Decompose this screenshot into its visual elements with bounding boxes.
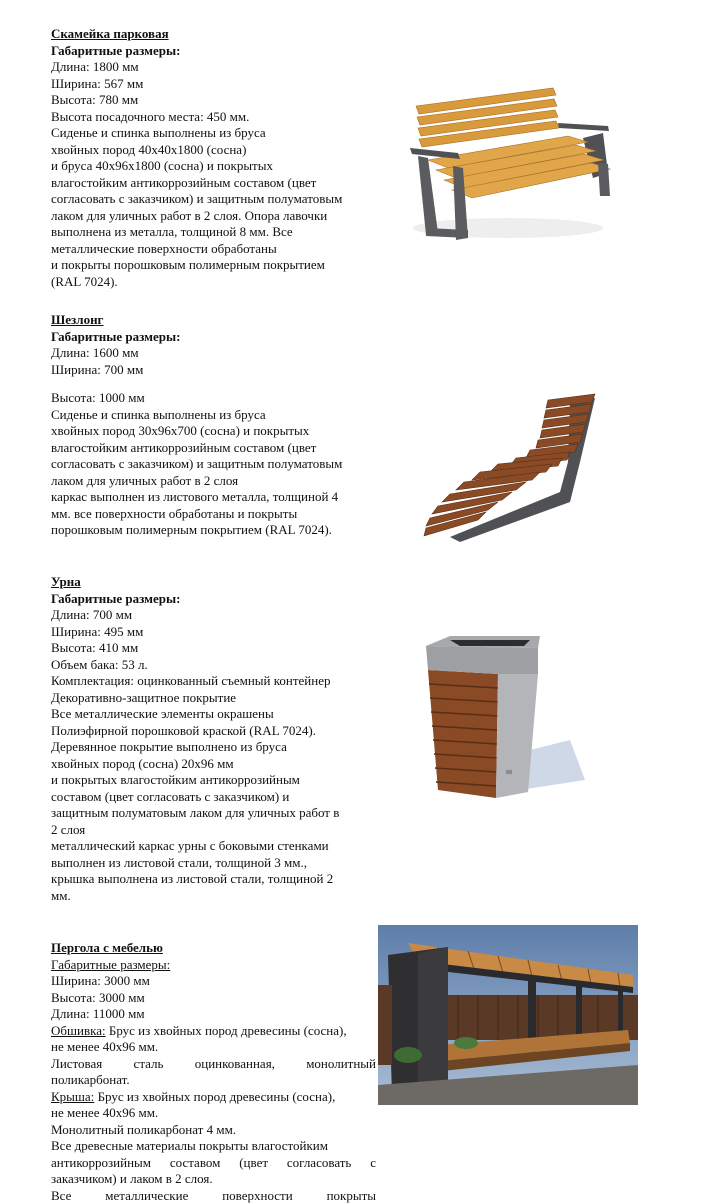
lounger-line: Ширина: 700 мм <box>51 362 342 379</box>
pergola-dim: Высота: 3000 мм <box>51 990 376 1007</box>
urn-dims-header: Габаритные размеры: <box>51 591 339 608</box>
bench-line: выполнена из металла, толщиной 8 мм. Все <box>51 224 342 241</box>
pergola-line: не менее 40х96 мм. <box>51 1105 376 1122</box>
bench-line: хвойных пород 40х40х1800 (сосна) <box>51 142 342 159</box>
pergola-sheathing-text: Брус из хвойных пород древесины (сосна), <box>106 1023 347 1038</box>
lounger-section <box>51 312 342 539</box>
pergola-line: поликарбонат. <box>51 1072 376 1089</box>
bench-title: Скамейка парковая <box>51 26 342 43</box>
lounger-line: влагостойким антикоррозийным составом (цвет <box>51 440 342 457</box>
urn-line: выполнен из листовой стали, толщиной 3 мм., <box>51 855 339 872</box>
bench-line: и покрыты порошковым полимерным покрытием <box>51 257 342 274</box>
bench-line: Сиденье и спинка выполнены из бруса <box>51 125 342 142</box>
pergola-line: Все металлические поверхности покрыты <box>51 1188 376 1204</box>
bench-dims-header: Габаритные размеры: <box>51 43 342 60</box>
lounger-line: Высота: 1000 мм <box>51 390 342 407</box>
lounger-line: хвойных пород 30х96х700 (сосна) и покрытых <box>51 423 342 440</box>
pergola-line: не менее 40х96 мм. <box>51 1039 376 1056</box>
bench-line: (RAL 7024). <box>51 274 342 291</box>
urn-title: Урна <box>51 574 339 591</box>
pergola-line: Все древесные материалы покрыты влагостойким <box>51 1138 376 1155</box>
urn-line: металлический каркас урны с боковыми стенками <box>51 838 339 855</box>
pergola-section <box>51 940 376 1204</box>
bench-line: Высота: 780 мм <box>51 92 342 109</box>
pergola-line: антикоррозийным составом (цвет согласовать с <box>51 1155 376 1172</box>
pergola-line: заказчиком) и лаком в 2 слоя. <box>51 1171 376 1188</box>
bench-image <box>398 78 618 243</box>
pergola-line: Монолитный поликарбонат 4 мм. <box>51 1122 376 1139</box>
bench-line: Длина: 1800 мм <box>51 59 342 76</box>
lounger-title: Шезлонг <box>51 312 342 329</box>
urn-line: Объем бака: 53 л. <box>51 657 339 674</box>
urn-line: Комплектация: оцинкованный съемный контейнер <box>51 673 339 690</box>
urn-line: мм. <box>51 888 339 905</box>
lounger-line: порошковым полимерным покрытием (RAL 7024). <box>51 522 342 539</box>
lounger-line: мм. все поверхности обработаны и покрыты <box>51 506 342 523</box>
pergola-roof-line <box>51 1089 376 1106</box>
pergola-sheathing-line <box>51 1023 376 1040</box>
pergola-dim: Ширина: 3000 мм <box>51 973 376 990</box>
urn-line: Все металлические элементы окрашены <box>51 706 339 723</box>
pergola-sheathing-label: Обшивка: <box>51 1023 106 1038</box>
lounger-line: лаком для уличных работ в 2 слоя <box>51 473 342 490</box>
bench-line: и бруса 40х96х1800 (сосна) и покрытых <box>51 158 342 175</box>
urn-section <box>51 574 339 904</box>
urn-line: Декоративно-защитное покрытие <box>51 690 339 707</box>
pergola-line: Листовая сталь оцинкованная, монолитный <box>51 1056 376 1073</box>
urn-line: Полиэфирной порошковой краской (RAL 7024). <box>51 723 339 740</box>
urn-line: Высота: 410 мм <box>51 640 339 657</box>
urn-line: Ширина: 495 мм <box>51 624 339 641</box>
pergola-image <box>378 925 638 1105</box>
lounger-line: каркас выполнен из листового металла, толщиной 4 <box>51 489 342 506</box>
bench-line: лаком для уличных работ в 2 слоя. Опора лавочки <box>51 208 342 225</box>
lounger-line: Длина: 1600 мм <box>51 345 342 362</box>
bench-line: Ширина: 567 мм <box>51 76 342 93</box>
lounger-dims-header: Габаритные размеры: <box>51 329 342 346</box>
bench-line: Высота посадочного места: 450 мм. <box>51 109 342 126</box>
urn-line: хвойных пород (сосна) 20х96 мм <box>51 756 339 773</box>
bench-line: влагостойким антикоррозийным составом (цвет <box>51 175 342 192</box>
pergola-roof-text: Брус из хвойных пород древесины (сосна), <box>94 1089 335 1104</box>
urn-image <box>420 630 590 805</box>
urn-line: Длина: 700 мм <box>51 607 339 624</box>
urn-line: крышка выполнена из листовой стали, толщиной 2 <box>51 871 339 888</box>
urn-line: Деревянное покрытие выполнено из бруса <box>51 739 339 756</box>
urn-line: защитным полуматовым лаком для уличных работ в <box>51 805 339 822</box>
bench-line: металлические поверхности обработаны <box>51 241 342 258</box>
pergola-dims-header: Габаритные размеры: <box>51 957 376 974</box>
lounger-line: согласовать с заказчиком) и защитным полуматовым <box>51 456 342 473</box>
bench-line: согласовать с заказчиком) и защитным полуматовым <box>51 191 342 208</box>
pergola-title: Пергола с мебелью <box>51 940 376 957</box>
pergola-dim: Длина: 11000 мм <box>51 1006 376 1023</box>
bench-section <box>51 26 342 290</box>
pergola-roof-label: Крыша: <box>51 1089 94 1104</box>
urn-line: и покрытых влагостойким антикоррозийным <box>51 772 339 789</box>
urn-line: 2 слоя <box>51 822 339 839</box>
lounger-image <box>420 392 605 547</box>
urn-line: составом (цвет согласовать с заказчиком) и <box>51 789 339 806</box>
lounger-line: Сиденье и спинка выполнены из бруса <box>51 407 342 424</box>
